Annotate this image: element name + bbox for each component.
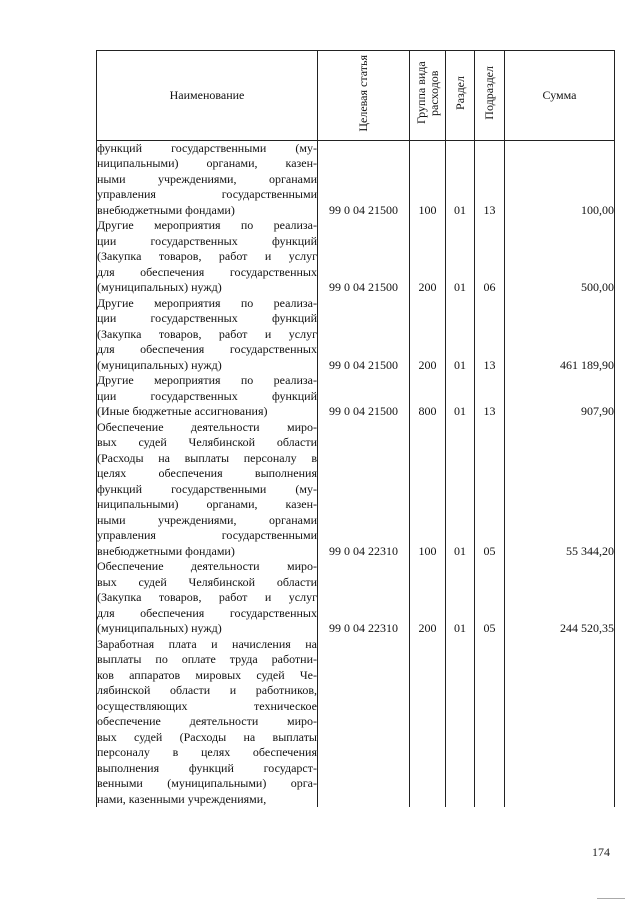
row-target [318, 637, 410, 808]
table-row [97, 373, 615, 420]
name-line: вых судей (Расходы на выплаты [97, 729, 317, 744]
table-row [97, 218, 615, 296]
row-sum: 244 520,35 [505, 559, 615, 637]
name-line: (Иные бюджетные ассигнования) [97, 404, 268, 418]
header-group: Группа вида расходов [410, 51, 446, 141]
name-line: ции государственных функций [97, 388, 317, 403]
name-line: Заработная плата и начисления на [97, 636, 317, 651]
table-row [97, 559, 615, 637]
row-group: 200 [410, 218, 446, 296]
row-target: 99 0 04 21500 [318, 296, 410, 374]
name-line: обеспечение деятельности миро- [97, 714, 317, 728]
row-name [97, 140, 318, 218]
name-line: венными (муниципальными) орга- [97, 776, 317, 790]
header-section: Раздел [446, 51, 475, 141]
name-line: управления государственными [97, 528, 317, 542]
row-sum: 100,00 [505, 140, 615, 218]
name-line: управления государственными [97, 187, 317, 201]
header-subsection: Подраздел [475, 51, 505, 141]
row-subsection: 05 [475, 559, 505, 637]
name-line: для обеспечения государственных [97, 264, 317, 279]
name-line: функций государственными (му- [97, 140, 317, 155]
row-name [97, 373, 318, 420]
table-header-row [97, 51, 615, 141]
row-group: 200 [410, 559, 446, 637]
table-row [97, 296, 615, 374]
name-line: персоналу в целях обеспечения [97, 745, 317, 759]
row-sum: 55 344,20 [505, 420, 615, 560]
row-section: 01 [446, 218, 475, 296]
table-row [97, 420, 615, 560]
name-line: целях обеспечения выполнения [97, 466, 317, 480]
header-sum: Сумма [505, 51, 615, 141]
name-line: (муниципальных) нужд) [97, 621, 222, 635]
row-subsection [475, 637, 505, 808]
row-target: 99 0 04 21500 [318, 218, 410, 296]
row-sum: 500,00 [505, 218, 615, 296]
name-line: выплаты по оплате труда работни- [97, 652, 317, 666]
row-target: 99 0 04 21500 [318, 140, 410, 218]
name-line: ными учреждениями, органами [97, 512, 317, 527]
row-target: 99 0 04 21500 [318, 373, 410, 420]
name-line: ниципальными) органами, казен- [97, 497, 317, 511]
row-name [97, 218, 318, 296]
row-section: 01 [446, 373, 475, 420]
row-subsection: 13 [475, 140, 505, 218]
row-section [446, 637, 475, 808]
row-name [97, 420, 318, 560]
name-line: внебюджетными фондами) [97, 543, 235, 558]
row-subsection: 05 [475, 420, 505, 560]
row-group: 100 [410, 140, 446, 218]
row-sum: 907,90 [505, 373, 615, 420]
row-name [97, 637, 318, 808]
budget-table [96, 50, 615, 807]
row-group: 200 [410, 296, 446, 374]
name-line: Другие мероприятия по реализа- [97, 295, 317, 310]
page-number: 174 [592, 845, 610, 859]
row-target: 99 0 04 22310 [318, 559, 410, 637]
name-line: нами, казенными учреждениями, [97, 791, 267, 806]
row-section: 01 [446, 559, 475, 637]
name-line: для обеспечения государственных [97, 342, 317, 356]
row-group: 100 [410, 420, 446, 560]
row-group [410, 637, 446, 808]
row-subsection: 13 [475, 373, 505, 420]
row-subsection: 06 [475, 218, 505, 296]
table-row [97, 637, 615, 808]
name-line: (Закупка товаров, работ и услуг [97, 249, 317, 263]
footer-rule [597, 898, 625, 899]
name-line: ции государственных функций [97, 233, 317, 248]
row-sum: 461 189,90 [505, 296, 615, 374]
name-line: функций государственными (му- [97, 481, 317, 496]
name-line: Обеспечение деятельности миро- [97, 419, 317, 434]
row-section: 01 [446, 420, 475, 560]
name-line: осуществляющих техническое [97, 698, 317, 713]
name-line: вых судей Челябинской области [97, 574, 317, 589]
name-line: внебюджетными фондами) [97, 202, 235, 217]
name-line: ными учреждениями, органами [97, 171, 317, 186]
name-line: для обеспечения государственных [97, 605, 317, 620]
row-section: 01 [446, 140, 475, 218]
name-line: (Закупка товаров, работ и услуг [97, 326, 317, 341]
name-line: (Расходы на выплаты персоналу в [97, 450, 317, 465]
name-line: ков аппаратов мировых судей Че- [97, 667, 317, 682]
table-row [97, 140, 615, 218]
name-line: Обеспечение деятельности миро- [97, 559, 317, 573]
row-group: 800 [410, 373, 446, 420]
name-line: ниципальными) органами, казен- [97, 156, 317, 170]
row-name [97, 559, 318, 637]
name-line: (муниципальных) нужд) [97, 280, 222, 294]
header-name: Наименование [97, 51, 318, 141]
name-line: ции государственных функций [97, 311, 317, 325]
name-line: Другие мероприятия по реализа- [97, 373, 317, 387]
header-target: Целевая статья [318, 51, 410, 141]
name-line: вых судей Челябинской области [97, 435, 317, 449]
name-line: (Закупка товаров, работ и услуг [97, 590, 317, 604]
row-name [97, 296, 318, 374]
name-line: Другие мероприятия по реализа- [97, 218, 317, 232]
name-line: выполнения функций государст- [97, 760, 317, 775]
row-target: 99 0 04 22310 [318, 420, 410, 560]
row-section: 01 [446, 296, 475, 374]
row-subsection: 13 [475, 296, 505, 374]
name-line: лябинской области и работников, [97, 683, 317, 697]
row-sum [505, 637, 615, 808]
name-line: (муниципальных) нужд) [97, 357, 222, 372]
